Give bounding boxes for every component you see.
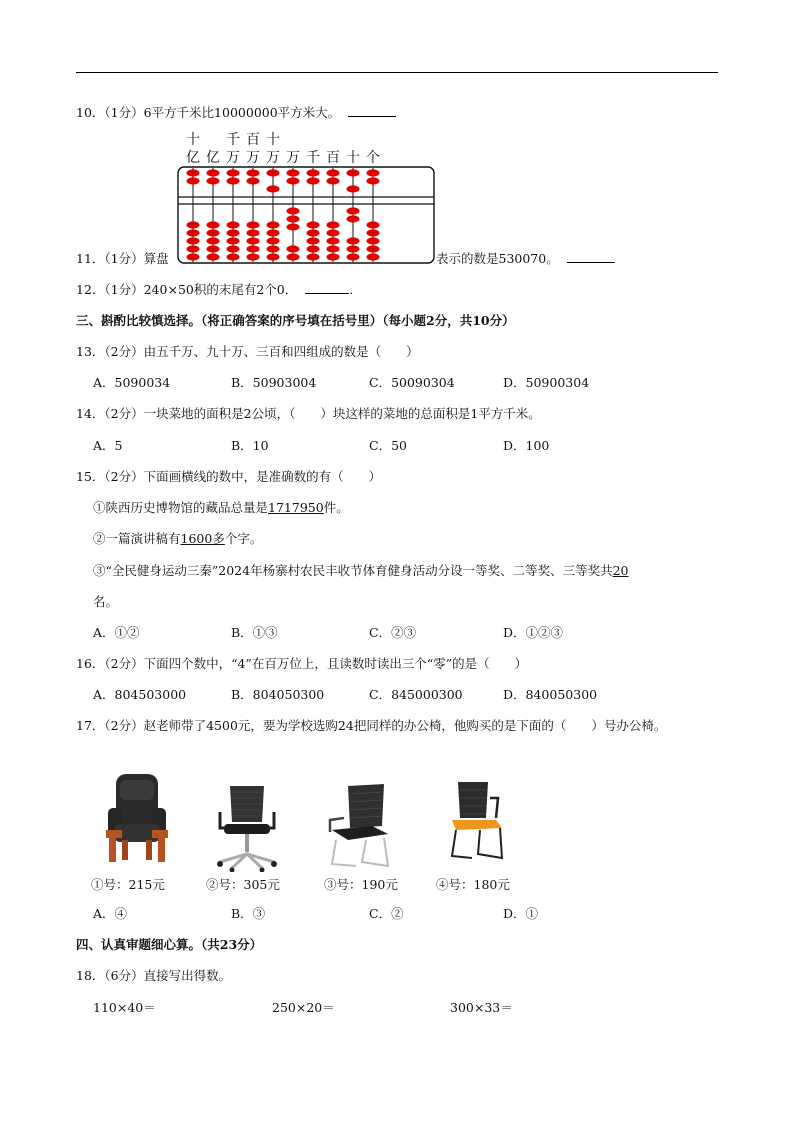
question-text: 赵老师带了4500元，要为学校选购24把同样的办公椅，他购买的是下面的（ ）号办公椅。 — [143, 718, 667, 733]
chair-3-caption: ③号：190元 — [324, 877, 398, 892]
question-text: 6平方千米比10000000平方米大。 — [143, 105, 341, 120]
abacus-bead — [207, 253, 220, 260]
chair-2-caption: ②号：305元 — [206, 877, 280, 892]
abacus-bead — [227, 169, 240, 176]
abacus-bead — [307, 245, 320, 252]
question-17 — [76, 716, 666, 734]
abacus-bead — [347, 253, 360, 260]
abacus-bead — [207, 169, 220, 176]
period: . — [349, 282, 354, 297]
abacus-bead — [307, 253, 320, 260]
abacus-bead — [287, 207, 300, 214]
abacus-bead — [187, 253, 200, 260]
place-label: 百 — [246, 132, 260, 148]
abacus-bead — [367, 169, 380, 176]
abacus-bead — [287, 169, 300, 176]
question-text-post: 表示的数是530070。 — [436, 251, 559, 266]
option-d[interactable]: D．840050300 — [503, 687, 598, 702]
abacus-bead — [267, 253, 280, 260]
abacus-bead — [287, 253, 300, 260]
abacus-bead — [227, 245, 240, 252]
statement-text: 个字。 — [224, 531, 263, 546]
place-label: 十 — [346, 150, 360, 166]
abacus-bead — [307, 169, 320, 176]
abacus-bead — [207, 237, 220, 244]
underlined-number: 1600多 — [180, 531, 225, 546]
question-number: 17．（2分） — [76, 718, 144, 733]
abacus-bead — [207, 229, 220, 236]
place-label: 万 — [226, 150, 240, 166]
statement-3-continuation: 名。 — [93, 594, 119, 609]
calc-item: 110×40＝ — [93, 1000, 156, 1015]
question-14 — [76, 404, 541, 422]
abacus-bead — [247, 245, 260, 252]
option-c[interactable]: C．② — [369, 906, 404, 921]
abacus-bead — [187, 229, 200, 236]
option-c[interactable]: C．50090304 — [369, 375, 455, 390]
option-a[interactable]: A．①② — [93, 625, 140, 640]
option-c[interactable]: C．50 — [369, 438, 407, 453]
place-label: 万 — [266, 150, 280, 166]
abacus-bead — [187, 177, 200, 184]
abacus-bead — [207, 245, 220, 252]
option-b[interactable]: B．③ — [231, 906, 266, 921]
abacus-bead — [327, 253, 340, 260]
abacus-bead — [347, 237, 360, 244]
option-c[interactable]: C．②③ — [369, 625, 417, 640]
option-a[interactable]: A．5090034 — [93, 375, 171, 390]
abacus-bead — [247, 229, 260, 236]
calc-item: 250×20＝ — [272, 1000, 335, 1015]
underlined-number: 20 — [612, 563, 629, 578]
question-15 — [76, 467, 381, 485]
place-label: 个 — [366, 150, 380, 166]
question-16 — [76, 654, 527, 672]
question-11-continuation — [436, 249, 615, 267]
underlined-number: 1717950 — [268, 500, 324, 515]
place-label: 十 — [266, 132, 280, 148]
place-label: 百 — [326, 150, 340, 166]
abacus-bead — [347, 215, 360, 222]
question-number: 16．（2分） — [76, 656, 144, 671]
question-number: 10．（1分） — [76, 105, 144, 120]
abacus-bead — [247, 221, 260, 228]
statement-text: 件。 — [323, 500, 349, 515]
abacus-bead — [347, 169, 360, 176]
question-number: 13．（2分） — [76, 344, 144, 359]
abacus-bead — [367, 221, 380, 228]
option-a[interactable]: A．804503000 — [93, 687, 187, 702]
question-text: 下面画横线的数中，是准确数的有（ ） — [143, 469, 382, 484]
place-label: 亿 — [206, 150, 220, 166]
abacus-bead — [187, 221, 200, 228]
abacus-bead — [267, 237, 280, 244]
abacus-bead — [307, 177, 320, 184]
question-13 — [76, 342, 419, 360]
abacus-bead — [347, 185, 360, 192]
abacus-bead — [267, 185, 280, 192]
abacus-bead — [227, 221, 240, 228]
abacus-bead — [367, 245, 380, 252]
abacus-bead — [367, 177, 380, 184]
question-11 — [76, 249, 169, 267]
option-c[interactable]: C．845000300 — [369, 687, 463, 702]
abacus-bead — [227, 237, 240, 244]
abacus-bead — [327, 177, 340, 184]
question-18 — [76, 966, 231, 984]
abacus-bead — [267, 221, 280, 228]
abacus-bead — [227, 177, 240, 184]
option-b[interactable]: B．①③ — [231, 625, 278, 640]
question-number: 15．（2分） — [76, 469, 144, 484]
abacus-bead — [307, 221, 320, 228]
question-text: 直接写出得数。 — [143, 968, 232, 983]
answer-blank[interactable] — [567, 262, 615, 263]
abacus-bead — [347, 207, 360, 214]
abacus-bead — [207, 177, 220, 184]
abacus-bead — [327, 229, 340, 236]
chair-1-caption: ①号：215元 — [91, 877, 165, 892]
place-label: 万 — [246, 150, 260, 166]
place-label: 万 — [286, 150, 300, 166]
place-label: 千 — [306, 150, 320, 166]
executive-chair-image — [100, 772, 176, 864]
abacus-bead — [367, 237, 380, 244]
mesh-sled-chair-image — [326, 782, 396, 872]
option-d[interactable]: D．100 — [503, 438, 550, 453]
abacus-bead — [247, 253, 260, 260]
abacus-bead — [247, 237, 260, 244]
abacus-bead — [347, 245, 360, 252]
abacus-bead — [187, 245, 200, 252]
abacus-bead — [287, 215, 300, 222]
option-b[interactable]: B．10 — [231, 438, 269, 453]
place-label: 亿 — [186, 150, 200, 166]
question-text: 一块菜地的面积是2公顷，（ ）块这样的菜地的总面积是1平方千米。 — [143, 406, 541, 421]
question-10 — [76, 103, 396, 121]
section-title: 四、认真审题细心算。（共23分） — [76, 937, 263, 952]
option-d[interactable]: D．50900304 — [503, 375, 590, 390]
question-text: 由五千万、九十万、三百和四组成的数是（ ） — [143, 344, 419, 359]
question-number: 11．（1分） — [76, 251, 144, 266]
abacus-bead — [287, 223, 300, 230]
abacus-bead — [327, 169, 340, 176]
abacus-bead — [287, 177, 300, 184]
question-number: 18．（6分） — [76, 968, 144, 983]
abacus-bead — [367, 253, 380, 260]
option-a[interactable]: A．5 — [93, 438, 123, 453]
option-a[interactable]: A．④ — [93, 906, 128, 921]
question-text: 下面四个数中，“4”在百万位上，且读数时读出三个“零”的是（ ） — [143, 656, 528, 671]
abacus-bead — [227, 229, 240, 236]
option-d[interactable]: D．①②③ — [503, 625, 564, 640]
abacus-bead — [327, 245, 340, 252]
abacus-bead — [287, 245, 300, 252]
option-b[interactable]: B．804050300 — [231, 687, 325, 702]
option-d[interactable]: D．① — [503, 906, 539, 921]
abacus-bead — [267, 169, 280, 176]
option-b[interactable]: B．50903004 — [231, 375, 317, 390]
question-text-pre: 算盘 — [143, 251, 169, 266]
abacus-bead — [187, 169, 200, 176]
statement-text: ②一篇演讲稿有 — [93, 531, 181, 546]
abacus-bead — [227, 253, 240, 260]
answer-blank[interactable] — [305, 293, 349, 294]
abacus-bead — [307, 229, 320, 236]
abacus-bead — [327, 221, 340, 228]
question-text: 240×50积的末尾有2个0． — [143, 282, 298, 297]
abacus-bead — [247, 177, 260, 184]
abacus-bead — [207, 221, 220, 228]
question-number: 14．（2分） — [76, 406, 144, 421]
answer-blank[interactable] — [348, 116, 396, 117]
section-title: 三、斟酌比较慎选择。（将正确答案的序号填在括号里）（每小题2分，共10分） — [76, 313, 515, 328]
question-12 — [76, 280, 353, 298]
chair-4-caption: ④号：180元 — [436, 877, 510, 892]
abacus-bead — [247, 169, 260, 176]
statement-3 — [93, 561, 629, 579]
place-label: 千 — [226, 132, 240, 148]
statement-1 — [93, 498, 349, 516]
statement-text: ①陕西历史博物馆的藏品总量是 — [93, 500, 269, 515]
orange-sled-chair-image — [444, 778, 508, 864]
abacus-figure — [176, 165, 436, 265]
mesh-swivel-chair-image — [212, 782, 282, 872]
statement-2 — [93, 529, 262, 547]
calc-item: 300×33＝ — [450, 1000, 513, 1015]
question-number: 12．（1分） — [76, 282, 144, 297]
abacus-bead — [267, 229, 280, 236]
abacus-bead — [187, 237, 200, 244]
abacus-bead — [367, 229, 380, 236]
abacus-bead — [327, 237, 340, 244]
abacus-bead — [267, 245, 280, 252]
statement-text: ③“全民健身运动三秦”2024年杨寨村农民丰收节体育健身活动分设一等奖、二等奖、三等奖共 — [93, 563, 613, 578]
header-rule — [76, 72, 718, 73]
place-label: 十 — [186, 132, 200, 148]
abacus-bead — [307, 237, 320, 244]
